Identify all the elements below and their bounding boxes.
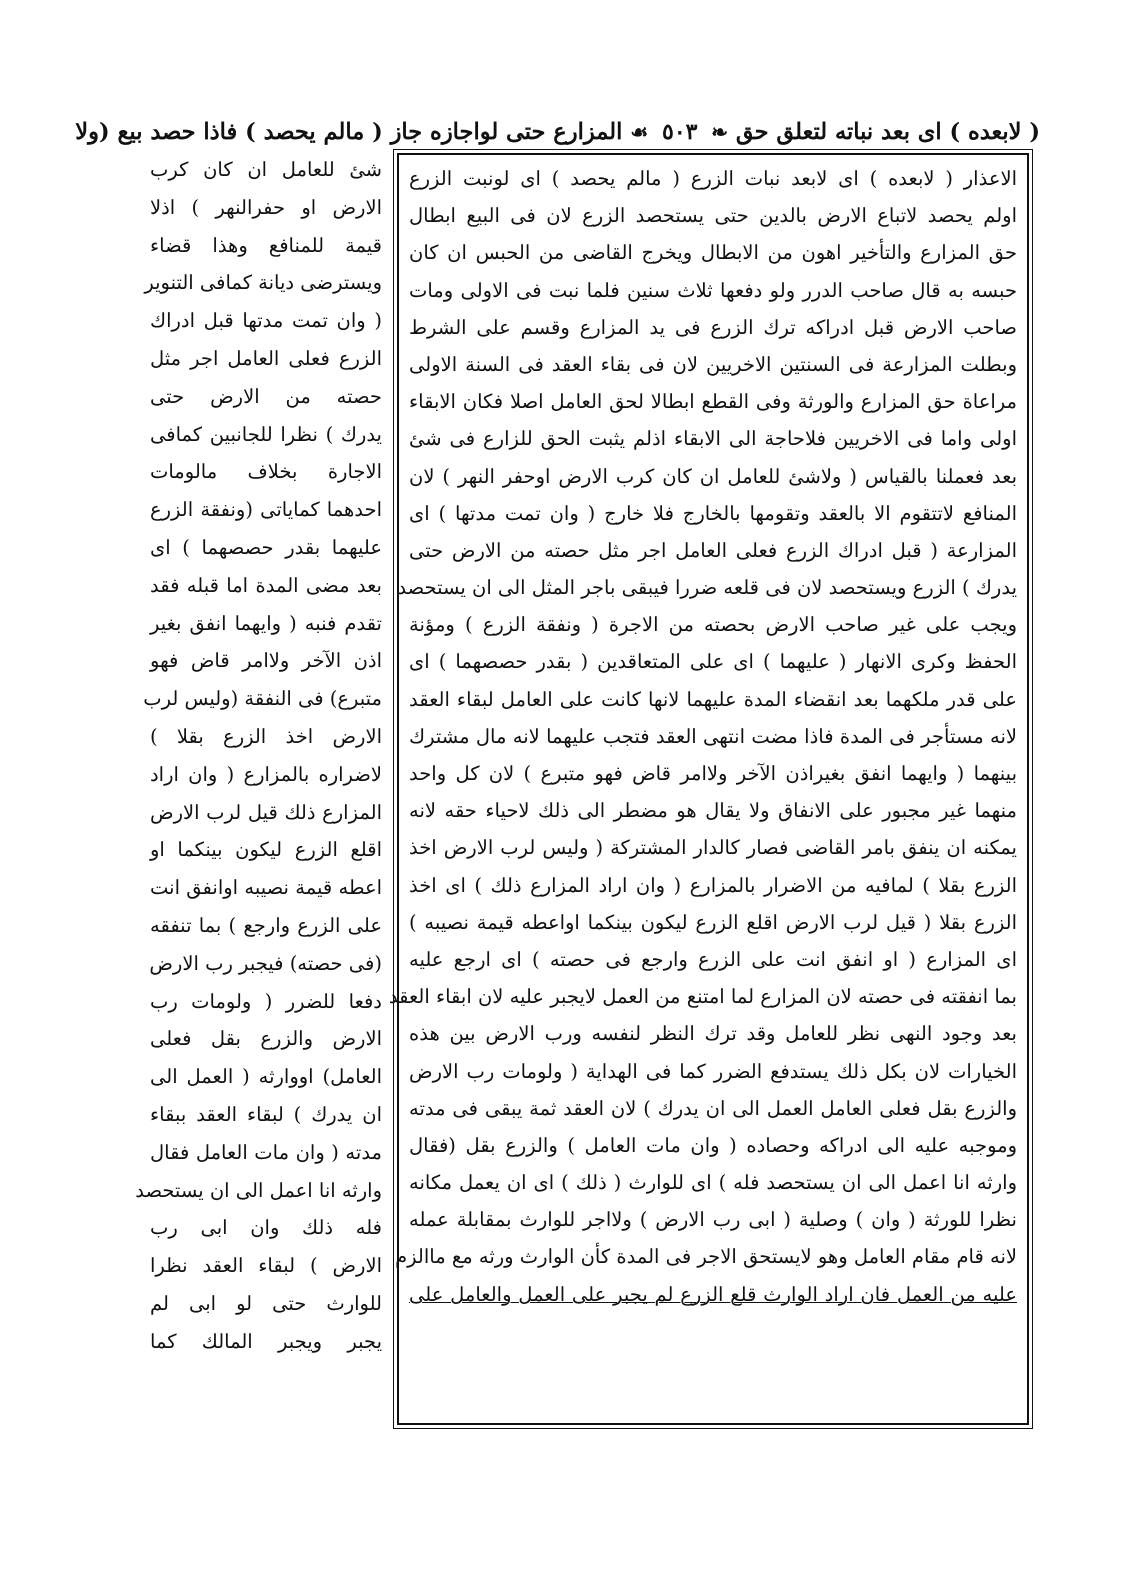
side-text-line: ( وان تمت مدتها قبل ادراك: [150, 309, 382, 333]
main-text-line: نظرا للورثة ( وان ) وصلية ( ابى رب الارض ) ولااجر للوارث بمقابلة عمله: [409, 1208, 1017, 1232]
side-text-line: اقلع الزرع ليكون بينكما او: [150, 838, 382, 862]
main-text-line: بينهما ( وايهما انفق بغيراذن الآخر ولاامر قاض فهو متبرع ) لان كل واحد: [409, 762, 1017, 785]
side-text-line: العامل) اووارثه ( العمل الى: [150, 1065, 382, 1089]
page-header: [75, 108, 1040, 156]
main-text-line: عليه من العمل فان اراد الوارث قلع الزرع لم يجبر على العمل والعامل على: [409, 1282, 1017, 1306]
side-text-line: الزرع فعلى العامل اجر مثل: [150, 346, 382, 370]
side-text-line: مدته ( وان مات العامل فقال: [150, 1140, 382, 1164]
ornament-left-icon: ☙: [630, 120, 649, 144]
main-text-line: الحفظ وكرى الانهار ( عليهما ) اى على المتعاقدين ( بقدر حصصهما ) اى: [409, 650, 1017, 674]
side-text-line: احدهما كماياتى (ونفقة الزرع: [150, 498, 382, 522]
side-text-line: بعد مضى المدة اما قبله فقد: [150, 573, 382, 597]
main-text-line: الخيارات لان بكل ذلك يستدفع الضرر كما فى الهداية ( ولومات رب الارض: [409, 1059, 1017, 1083]
main-text-line: حبسه به قال صاحب الدرر ولو دفعها ثلاث سنين فلما نبت فى الاولى ومات: [409, 278, 1017, 302]
side-text-line: دفعا للضرر ( ولومات رب: [150, 989, 382, 1013]
main-text-line: المزارعة ( قبل ادراك الزرع فعلى العامل اجر مثل حصته من الارض حتى: [409, 538, 1017, 562]
side-text-line: الارض اخذ الزرع بقلا ): [150, 724, 382, 748]
side-text-line: يدرك ) نظرا للجانبين كمافى: [150, 422, 382, 446]
main-text-line: الزرع بقلا ( قيل لرب الارض اقلع الزرع ليكون بينكما اواعطه قيمة نصيبه ): [409, 910, 1017, 934]
side-text-line: الاجارة بخلاف مالومات: [150, 460, 382, 484]
side-text-line: فله ذلك وان ابى رب: [150, 1216, 382, 1240]
side-text-line: الارض او حفرالنهر ) اذلا: [150, 195, 382, 219]
main-text-line: مراعاة حق المزارع والورثة وفى القطع ابطالا لحق العامل اصلا فكان الابقاء: [409, 390, 1017, 414]
ornament-right-icon: ❧: [711, 120, 729, 144]
side-text-line: الارض ) لبقاء العقد نظرا: [150, 1254, 382, 1278]
side-text-line: المزارع ذلك قيل لرب الارض: [150, 800, 382, 824]
header-right-text: ( لابعده ) اى بعد نباته لتعلق حق: [735, 119, 1040, 145]
main-text-line: وبطلت المزارعة فى السنتين الاخريين لان فى بقاء العقد فى السنة الاولى: [409, 352, 1017, 376]
side-text-line: وارثه انا اعمل الى ان يستحصد: [135, 1178, 382, 1202]
side-text-line: عليهما بقدر حصصهما ) اى: [150, 535, 382, 559]
main-text-line: منهما غير مجبور على الانفاق ولا يقال هو مضطر الى ذلك لاحياء حقه لانه: [409, 799, 1017, 823]
main-text-line: حق المزارع والتأخير اهون من الابطال ويخرج القاضى من الحبس ان كان: [409, 241, 1017, 265]
main-text-line: بعد وجود النهى نظر للعامل وقد ترك النظر لنفسه ورب الارض بين هذه: [409, 1022, 1017, 1046]
side-text-line: (فى حصته) فيجبر رب الارض: [149, 951, 382, 975]
side-text-line: حصته من الارض حتى: [150, 384, 382, 408]
main-text-line: يمكنه ان ينفق بامر القاضى فصار كالدار المشتركة ( وليس لرب الارض اخذ: [409, 836, 1017, 860]
main-text-line: على قدر ملكهما بعد انقضاء المدة عليهما لانها كانت على العامل لبقاء العقد: [409, 687, 1017, 711]
main-text-line: يدرك ) الزرع ويستحصد لان فى قلعه ضررا فيبقى باجر المثل الى ان يستحصد: [397, 576, 1017, 600]
side-text-line: للوارث حتى لو ابى لم: [150, 1291, 382, 1315]
side-text-line: الارض والزرع بقل فعلى: [150, 1027, 382, 1051]
side-text-line: قيمة للمنافع وهذا قضاء: [150, 233, 382, 257]
side-text-line: ان يدرك ) لبقاء العقد ببقاء: [150, 1102, 382, 1126]
main-commentary-box: [388, 153, 1029, 1425]
main-text-line: بما انفقته فى حصته لان المزارع لما امتنع من العمل لايجبر عليه لان ابقاء العقد: [388, 985, 1017, 1009]
main-text-line: اولى واما فى الاخريين فلاحاجة الى الابقاء اذلم يثبت الحق للزارع فى شئ: [409, 427, 1017, 451]
side-text-line: ويسترضى ديانة كمافى التنوير: [144, 271, 382, 295]
side-text-line: اذن الآخر ولاامر قاض فهو: [150, 649, 382, 673]
main-text-line: لانه قام مقام العامل وهو لايستحق الاجر فى المدة كأن الوارث ورثه مع ماالزم: [395, 1245, 1017, 1269]
side-text-line: متبرع) فى النفقة (وليس لرب: [143, 687, 382, 711]
main-text-line: الاعذار ( لابعده ) اى لابعد نبات الزرع ( مالم يحصد ) اى لونبت الزرع: [409, 167, 1017, 190]
side-text-line: على الزرع وارجع ) بما تنفقه: [150, 913, 382, 937]
main-text-line: وارثه انا اعمل الى ان يستحصد فله ) اى للوارث ( ذلك ) اى ان يعمل مكانه: [409, 1171, 1017, 1195]
side-text-line: شئ للعامل ان كان كرب: [150, 158, 382, 181]
side-column-text: [135, 151, 382, 1361]
main-text-line: والزرع بقل فعلى العامل العمل الى ان يدرك ) لان العقد ثمة يبقى فى مدته: [409, 1096, 1017, 1120]
side-text-line: يجبر ويجبر المالك كما: [150, 1329, 382, 1353]
main-text-line: الزرع بقلا ) لمافيه من الاضرار بالمزارع ( وان اراد المزارع ذلك ) اى اخذ: [409, 873, 1017, 897]
main-text-line: صاحب الارض قبل ادراكه ترك الزرع فى يد المزارع وقسم على الشرط: [409, 315, 1017, 339]
main-text-line: لانه مستأجر فى المدة فاذا مضت انتهى العقد فتجب عليهما لانه مال مشترك: [409, 724, 1017, 748]
main-commentary-text: [388, 160, 1017, 1313]
side-text-line: تقدم فنبه ( وايهما انفق بغير: [150, 611, 382, 635]
header-left-text: المزارع حتى لواجازه جاز ( مالم يحصد ) فاذا حصد بيع (ولا: [75, 119, 623, 145]
main-text-line: بعد فعملنا بالقياس ( ولاشئ للعامل ان كان كرب الارض اوحفر النهر ) لان: [409, 464, 1017, 488]
main-text-line: اى المزارع ( او انفق انت على الزرع وارجع فى حصته ) اى ارجع عليه: [409, 947, 1017, 971]
main-text-line: المنافع لاتتقوم الا بالعقد وتقومها بالخارج فلا خارج ( وان تمت مدتها ) اى: [409, 501, 1017, 525]
page-number: ٥٠٣: [662, 119, 698, 145]
main-text-line: وموجبه عليه الى ادراكه وحصاده ( وان مات العامل ) والزرع بقل (فقال: [409, 1133, 1017, 1157]
side-text-line: لاضراره بالمزارع ( وان اراد: [150, 762, 382, 786]
side-text-line: اعطه قيمة نصيبه اوانفق انت: [150, 876, 382, 900]
main-text-line: ويجب على غير صاحب الارض بحصته من الاجرة ( ونفقة الزرع ) ومؤنة: [409, 613, 1017, 637]
main-text-line: اولم يحصد لاتباع الارض بالدين حتى يستحصد الزرع لان فى البيع ابطال: [409, 204, 1017, 228]
